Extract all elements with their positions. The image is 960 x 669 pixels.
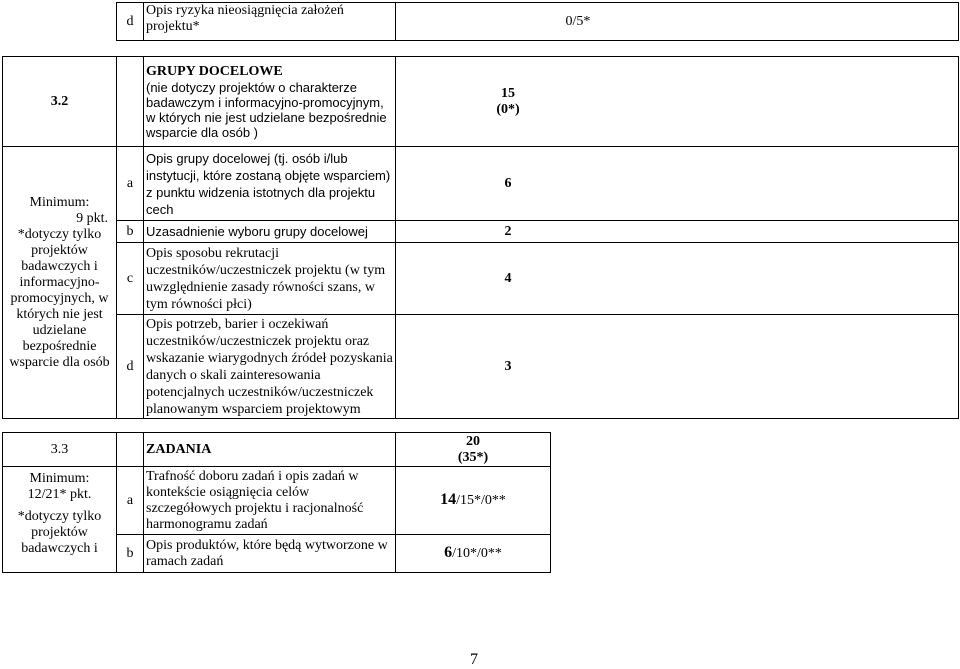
item-score: 3 bbox=[396, 315, 959, 419]
item-score: 0/5* bbox=[396, 3, 959, 41]
section-header bbox=[144, 57, 396, 147]
item-letter: b bbox=[117, 221, 144, 243]
section-3-3-table bbox=[2, 432, 551, 573]
note: *dotyczy tylko projektów badawczych i informacyjno-promocyjnych, w których nie jest udzielane bezpośrednie wsparcie dla osób bbox=[9, 226, 110, 370]
section-title: ZADANIA bbox=[144, 433, 396, 467]
section-number: 3.3 bbox=[3, 433, 117, 467]
section-3-2-table bbox=[2, 56, 959, 419]
item-text: Opis ryzyka nieosiągnięcia założeń projektu* bbox=[144, 3, 396, 41]
item-score: 6 bbox=[396, 147, 959, 221]
item-letter: a bbox=[117, 467, 144, 535]
empty-cell bbox=[117, 57, 144, 147]
risk-row-table bbox=[116, 2, 959, 41]
item-text: Opis potrzeb, barier i oczekiwań uczestników/uczestniczek projektu oraz wskazanie wiarygodnych źródeł pozyskania danych o skali zainteresowania potencjalnych uczestników/uczestniczek planowanym wsparciem projektowym bbox=[144, 315, 396, 419]
item-letter: b bbox=[117, 535, 144, 573]
section-title: GRUPY DOCELOWE bbox=[146, 63, 283, 79]
item-score: 2 bbox=[396, 221, 959, 243]
item-text: Opis sposobu rekrutacji uczestników/uczestniczek projektu (w tym uwzględnienie zasady równości szans, w tym równości płci) bbox=[144, 243, 396, 315]
minimum-cell: Minimum: 9 pkt. *dotyczy tylko projektów badawczych i informacyjno-promocyjnych, w których nie jest udzielane bezpośrednie wsparcie dla osób bbox=[3, 147, 117, 419]
section-subtitle: (nie dotyczy projektów o charakterze badawczym i informacyjno-promocyjnym, w których nie jest udzielane bezpośrednie wsparcie dla osób ) bbox=[146, 79, 387, 140]
item-letter: c bbox=[117, 243, 144, 315]
item-letter: d bbox=[117, 315, 144, 419]
item-letter: a bbox=[117, 147, 144, 221]
item-score: 4 bbox=[396, 243, 959, 315]
item-text: Uzasadnienie wyboru grupy docelowej bbox=[144, 221, 396, 243]
minimum-cell: Minimum: 12/21* pkt. *dotyczy tylko projektów badawczych i bbox=[3, 467, 117, 573]
empty-cell bbox=[117, 433, 144, 467]
page-number: 7 bbox=[470, 651, 478, 668]
item-score: 14/15*/0** bbox=[396, 467, 551, 535]
section-score: 15 (0*) bbox=[396, 57, 959, 147]
item-text: Trafność doboru zadań i opis zadań w kontekście osiągnięcia celów szczegółowych projektu i racjonalność harmonogramu zadań bbox=[144, 467, 396, 535]
item-text: Opis produktów, które będą wytworzone w ramach zadań bbox=[144, 535, 396, 573]
note: *dotyczy tylko projektów badawczych i bbox=[17, 509, 102, 556]
item-score: 6/10*/0** bbox=[396, 535, 551, 573]
section-score: 20 (35*) bbox=[396, 433, 551, 467]
section-number: 3.2 bbox=[3, 57, 117, 147]
item-text: Opis grupy docelowej (tj. osób i/lub instytucji, które zostaną objęte wsparciem) z punktu widzenia istotnych dla projektu cech bbox=[144, 147, 396, 221]
item-letter: d bbox=[117, 3, 144, 41]
